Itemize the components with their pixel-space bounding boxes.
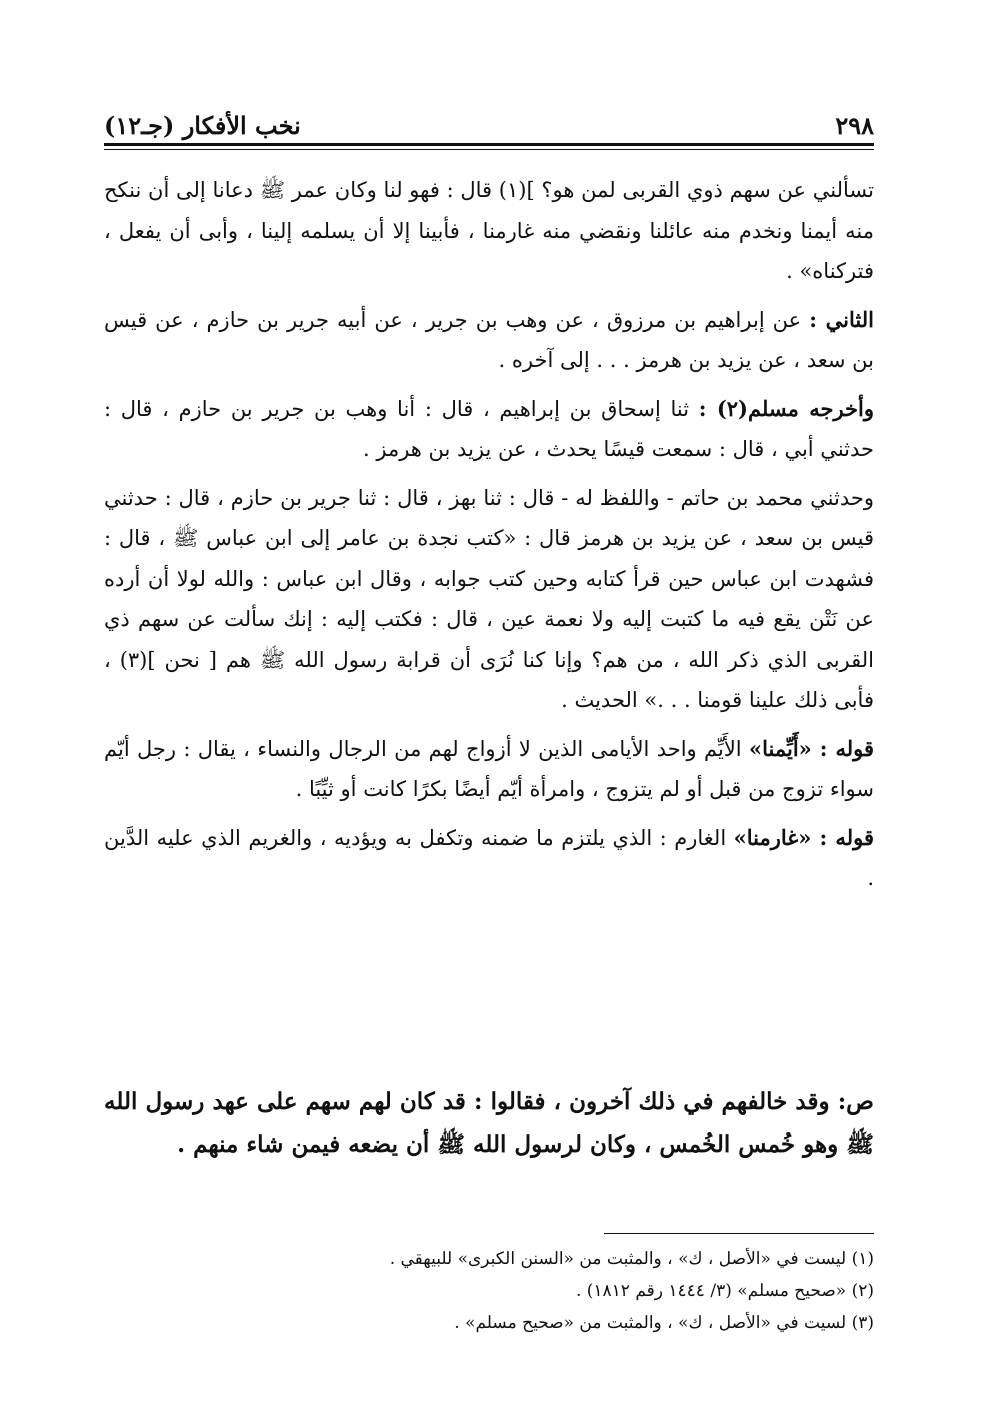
page-number: ٢٩٨ (835, 111, 874, 140)
body-text (104, 170, 874, 907)
paragraph (104, 729, 874, 810)
paragraph-lead: قوله : «غارمنا» (733, 824, 874, 850)
footnote: (١) ليست في «الأصل ، ك» ، والمثبت من «السنن الكبرى» للبيهقي . (389, 1249, 874, 1269)
page-header (104, 104, 874, 140)
paragraph (104, 300, 874, 381)
paragraph-text: ثنا إسحاق بن إبراهيم ، قال : أنا وهب بن جرير بن حازم ، قال : حدثني أبي ، قال : سمعت قيسًا يحدث ، عن يزيد بن هرمز . (104, 396, 874, 461)
paragraph (104, 818, 874, 899)
paragraph-text: الغارم : الذي يلتزم ما ضمنه وتكفل به ويؤديه ، والغريم الذي عليه الدَّين . (104, 825, 874, 890)
footnote: (٣) لسيت في «الأصل ، ك» ، والمثبت من «صحيح مسلم» . (454, 1313, 874, 1333)
paragraph (104, 389, 874, 470)
paragraph-text: وحدثني محمد بن حاتم - واللفظ له - قال : ثنا بهز ، قال : ثنا جرير بن حازم ، قال : حدثني قيس بن سعد ، عن يزيد بن هرمز قال : «كتب نجدة بن عامر إلى ابن عباس ﷺ ، قال : فشهدت ابن عباس حين قرأ كتابه وحين كتب جوابه ، وقال ابن عباس : والله لولا أن أرده عن نَتْن يقع فيه ما كتبت إليه ولا نعمة عين ، قال : فكتب إليه : إنك سألت عن سهم ذي القربى الذي ذكر الله ، من هم؟ وإنا كنا نُرَى أن قرابة رسول الله ﷺ هم [ نحن ](٣) ، فأبى ذلك علينا قومنا . . .» الحديث . (104, 485, 874, 712)
paragraph (104, 170, 874, 292)
paragraph-text: الأَيِّم واحد الأيامى الذين لا أزواج لهم من الرجال والنساء ، يقال : رجل أيّم سواء تزوج من قبل أو لم يتزوج ، وامرأة أيّم أيضًا بكرًا كانت أو ثيِّبًا . (104, 736, 874, 801)
paragraph-lead: قوله : «أَيِّمنا» (748, 735, 874, 761)
header-rule (104, 143, 874, 146)
main-text-block: ص: وقد خالفهم في ذلك آخرون ، فقالوا : قد كان لهم سهم على عهد رسول الله ﷺ وهو خُمس الخُمس ، وكان لرسول الله ﷺ أن يضعه فيمن شاء منهم . (104, 1088, 874, 1158)
header-rule-thin (104, 149, 874, 150)
paragraph-text: عن إبراهيم بن مرزوق ، عن وهب بن جرير ، عن أبيه جرير بن حازم ، عن قيس بن سعد ، عن يزيد بن هرمز . . . إلى آخره . (104, 307, 874, 372)
footnote-rule (604, 1233, 874, 1234)
paragraph-lead: الثاني : (809, 306, 874, 332)
book-page (104, 0, 874, 1413)
footnote: (٢) «صحيح مسلم» (٣/ ١٤٤٤ رقم ١٨١٢) . (575, 1281, 874, 1301)
paragraph-lead: وأخرجه مسلم(٢) : (698, 395, 874, 421)
paragraph (104, 478, 874, 721)
book-title: نخب الأفكار (جـ١٢) (104, 111, 301, 140)
paragraph-text: تسألني عن سهم ذوي القربى لمن هو؟ ](١) قال : فهو لنا وكان عمر ﷺ دعانا إلى أن ننكح منه أيمنا ونخدم منه عائلنا ونقضي منه غارمنا ، فأبينا إلا أن يسلمه إلينا ، وأبى أن يفعل ، فتركناه» . (104, 178, 874, 283)
footnotes (104, 1243, 874, 1339)
